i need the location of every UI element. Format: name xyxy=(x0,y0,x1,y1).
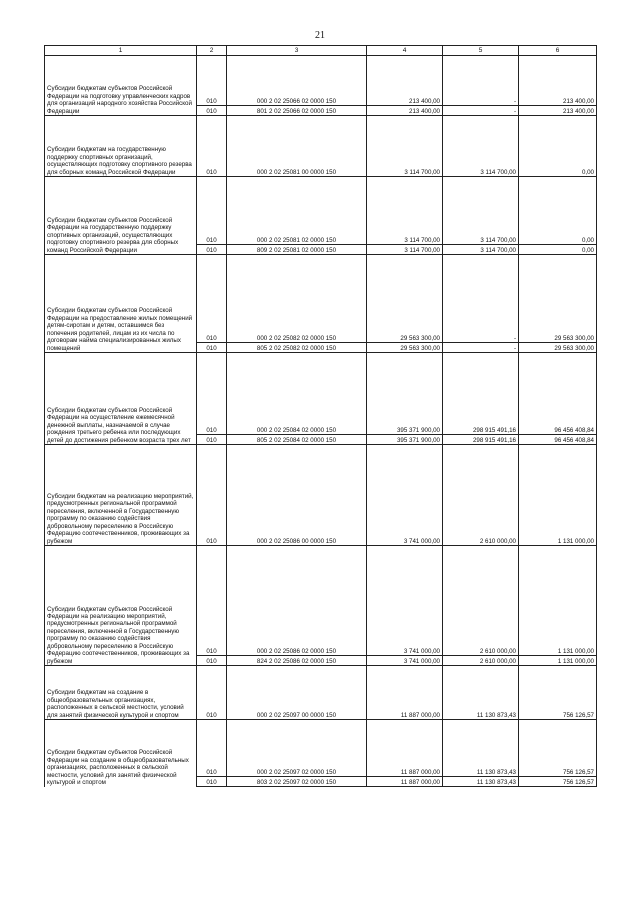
row-name: Субсидии бюджетам на реализацию мероприятий, предусмотренных региональной программой переселения, включенной в Государственную программу по оказанию содействия добровольному переселению в Российскую Федерацию соотечественников, проживающих за рубежом xyxy=(45,445,197,546)
cell-kbk: 000 2 02 25097 00 0000 150 xyxy=(227,666,367,720)
cell-kbk: 000 2 02 25086 02 0000 150 xyxy=(227,546,367,656)
cell-col4: 213 400,00 xyxy=(367,56,443,106)
column-header: 4 xyxy=(367,46,443,56)
cell-kbk: 000 2 02 25066 02 0000 150 xyxy=(227,56,367,106)
column-header: 2 xyxy=(197,46,227,56)
cell-col4: 11 887 000,00 xyxy=(367,720,443,777)
cell-col5: 11 130 873,43 xyxy=(443,777,519,787)
cell-code: 010 xyxy=(197,255,227,343)
table-row xyxy=(45,56,597,106)
table-row xyxy=(45,255,597,343)
cell-col5: 2 610 000,00 xyxy=(443,445,519,546)
cell-col6: 29 563 300,00 xyxy=(519,343,597,353)
row-name: Субсидии бюджетам на государственную поддержку спортивных организаций, осуществляющих подготовку спортивного резерва для сборных команд Российской Федерации xyxy=(45,116,197,177)
cell-col5: - xyxy=(443,106,519,116)
table-row xyxy=(45,177,597,245)
cell-col4: 29 563 300,00 xyxy=(367,343,443,353)
cell-code: 010 xyxy=(197,353,227,435)
row-name: Субсидии бюджетам на создание в общеобразовательных организациях, расположенных в сельской местности, условий для занятий физической культурой и спортом xyxy=(45,666,197,720)
cell-kbk: 805 2 02 25082 02 0000 150 xyxy=(227,343,367,353)
cell-col6: 756 126,57 xyxy=(519,777,597,787)
cell-col4: 3 114 700,00 xyxy=(367,245,443,255)
cell-col6: 1 131 000,00 xyxy=(519,546,597,656)
cell-col4: 3 114 700,00 xyxy=(367,177,443,245)
table-row xyxy=(45,546,597,656)
cell-col6: 1 131 000,00 xyxy=(519,445,597,546)
cell-col5: 11 130 873,43 xyxy=(443,720,519,777)
cell-col4: 29 563 300,00 xyxy=(367,255,443,343)
cell-code: 010 xyxy=(197,656,227,666)
cell-kbk: 809 2 02 25081 02 0000 150 xyxy=(227,245,367,255)
column-header: 6 xyxy=(519,46,597,56)
cell-col6: 213 400,00 xyxy=(519,106,597,116)
table-row xyxy=(45,116,597,177)
cell-col5: 298 915 491,16 xyxy=(443,435,519,445)
cell-kbk: 000 2 02 25084 02 0000 150 xyxy=(227,353,367,435)
cell-code: 010 xyxy=(197,435,227,445)
cell-col5: 3 114 700,00 xyxy=(443,245,519,255)
cell-kbk: 803 2 02 25097 02 0000 150 xyxy=(227,777,367,787)
cell-col6: 756 126,57 xyxy=(519,666,597,720)
column-header: 1 xyxy=(45,46,197,56)
row-name: Субсидии бюджетам субъектов Российской Федерации на создание в общеобразовательных организациях, расположенных в сельской местности, условий для занятий физической культурой и спортом xyxy=(45,720,197,787)
cell-code: 010 xyxy=(197,106,227,116)
cell-col4: 3 741 000,00 xyxy=(367,656,443,666)
cell-col5: 3 114 700,00 xyxy=(443,116,519,177)
cell-col5: 298 915 491,16 xyxy=(443,353,519,435)
cell-col6: 0,00 xyxy=(519,177,597,245)
cell-col4: 11 887 000,00 xyxy=(367,666,443,720)
cell-kbk: 000 2 02 25082 02 0000 150 xyxy=(227,255,367,343)
row-name: Субсидии бюджетам субъектов Российской Федерации на предоставление жилых помещений детям-сиротам и детям, оставшимся без попечения родителей, лицам из их числа по договорам найма специализированных жилых помещений xyxy=(45,255,197,353)
table-row xyxy=(45,353,597,435)
column-header: 5 xyxy=(443,46,519,56)
cell-col4: 11 887 000,00 xyxy=(367,777,443,787)
cell-col4: 3 114 700,00 xyxy=(367,116,443,177)
cell-code: 010 xyxy=(197,177,227,245)
cell-col4: 3 741 000,00 xyxy=(367,445,443,546)
page-number: 21 xyxy=(315,30,325,41)
cell-code: 010 xyxy=(197,245,227,255)
column-header: 3 xyxy=(227,46,367,56)
cell-col6: 0,00 xyxy=(519,245,597,255)
cell-col5: 2 610 000,00 xyxy=(443,546,519,656)
cell-col5: 3 114 700,00 xyxy=(443,177,519,245)
cell-kbk: 000 2 02 25097 02 0000 150 xyxy=(227,720,367,777)
cell-code: 010 xyxy=(197,546,227,656)
cell-col6: 213 400,00 xyxy=(519,56,597,106)
column-number-row xyxy=(45,46,597,56)
cell-col6: 1 131 000,00 xyxy=(519,656,597,666)
table-row xyxy=(45,445,597,546)
cell-col4: 3 741 000,00 xyxy=(367,546,443,656)
cell-code: 010 xyxy=(197,720,227,777)
cell-kbk: 000 2 02 25086 00 0000 150 xyxy=(227,445,367,546)
cell-code: 010 xyxy=(197,343,227,353)
table-row xyxy=(45,666,597,720)
cell-kbk: 000 2 02 25081 00 0000 150 xyxy=(227,116,367,177)
cell-col5: - xyxy=(443,343,519,353)
budget-table xyxy=(44,45,597,787)
row-name: Субсидии бюджетам субъектов Российской Федерации на государственную поддержку спортивных организаций, осуществляющих подготовку спортивного резерва для сборных команд Российской Федерации xyxy=(45,177,197,255)
cell-col6: 29 563 300,00 xyxy=(519,255,597,343)
table-row xyxy=(45,720,597,777)
row-name: Субсидии бюджетам субъектов Российской Федерации на подготовку управленческих кадров для организаций народного хозяйства Российской Федерации xyxy=(45,56,197,116)
cell-code: 010 xyxy=(197,666,227,720)
cell-col5: - xyxy=(443,56,519,106)
cell-col5: 2 610 000,00 xyxy=(443,656,519,666)
cell-code: 010 xyxy=(197,56,227,106)
cell-kbk: 801 2 02 25066 02 0000 150 xyxy=(227,106,367,116)
cell-col4: 395 371 900,00 xyxy=(367,353,443,435)
cell-kbk: 824 2 02 25086 02 0000 150 xyxy=(227,656,367,666)
cell-kbk: 805 2 02 25084 02 0000 150 xyxy=(227,435,367,445)
cell-col5: - xyxy=(443,255,519,343)
cell-col6: 96 456 408,84 xyxy=(519,435,597,445)
cell-col6: 0,00 xyxy=(519,116,597,177)
cell-code: 010 xyxy=(197,445,227,546)
cell-code: 010 xyxy=(197,116,227,177)
cell-code: 010 xyxy=(197,777,227,787)
cell-col5: 11 130 873,43 xyxy=(443,666,519,720)
cell-col6: 96 456 408,84 xyxy=(519,353,597,435)
cell-kbk: 000 2 02 25081 02 0000 150 xyxy=(227,177,367,245)
row-name: Субсидии бюджетам субъектов Российской Федерации на осуществление ежемесячной денежной выплаты, назначаемой в случае рождения третьего ребенка или последующих детей до достижения ребенком возраста трех лет xyxy=(45,353,197,445)
cell-col4: 395 371 900,00 xyxy=(367,435,443,445)
row-name: Субсидии бюджетам субъектов Российской Федерации на реализацию мероприятий, предусмотренных региональной программой переселения, включенной в Государственную программу по оказанию содействия добровольному переселению в Российскую Федерацию соотечественников, проживающих за рубежом xyxy=(45,546,197,666)
cell-col6: 756 126,57 xyxy=(519,720,597,777)
cell-col4: 213 400,00 xyxy=(367,106,443,116)
